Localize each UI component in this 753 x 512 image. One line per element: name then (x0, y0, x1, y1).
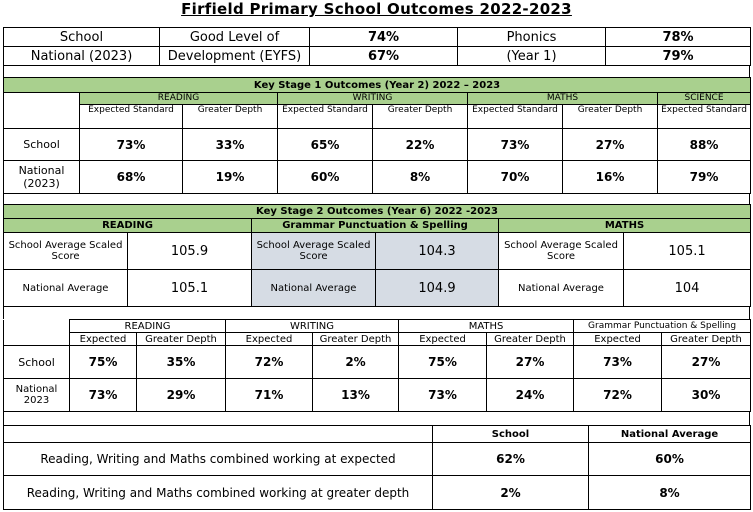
combined-row-label: Reading, Writing and Maths combined working at expected (4, 443, 433, 476)
ks1-col-header: Expected Standard (468, 105, 563, 129)
ks2-cell: 2% (313, 346, 399, 379)
ks1-col-header: Expected Standard (278, 105, 373, 129)
ks2-col-header: Expected (574, 333, 662, 346)
phonics-label-line1: Phonics (458, 28, 606, 47)
combined-school-value: 2% (433, 476, 589, 510)
ks2-maths-national: 104 (624, 270, 751, 307)
ks1-col-header: Expected Standard (658, 105, 751, 129)
ks1-subject-writing: WRITING (278, 93, 468, 105)
ks1-cell: 68% (80, 161, 183, 194)
national-label: National (2023) (4, 47, 160, 66)
ks1-heading: Key Stage 1 Outcomes (Year 2) 2022 – 2023 (4, 78, 751, 93)
phonics-label-line2: (Year 1) (458, 47, 606, 66)
ks2-col-header: Expected (226, 333, 313, 346)
ks1-col-header: Greater Depth (373, 105, 468, 129)
ks2-cell: 30% (662, 379, 751, 412)
ks2-cell: 29% (137, 379, 226, 412)
ks2-col-header: Expected (399, 333, 487, 346)
ks2-subject-gps: Grammar Punctuation & Spelling (574, 320, 751, 333)
ks1-cell: 33% (183, 129, 278, 161)
ks2-col-header: Greater Depth (313, 333, 399, 346)
ks2-cell: 27% (487, 346, 574, 379)
phonics-school-value: 78% (606, 28, 751, 47)
ks1-subject-maths: MATHS (468, 93, 658, 105)
ks2-col-header: Greater Depth (662, 333, 751, 346)
ks1-cell: 70% (468, 161, 563, 194)
ks2-row-label: School (4, 346, 70, 379)
ks1-table (3, 77, 751, 194)
eyfs-phonics-table (3, 27, 751, 66)
ks2-school-avg-label: School Average Scaled Score (4, 233, 128, 270)
ks2-school-avg-label: School Average Scaled Score (252, 233, 376, 270)
ks1-cell: 19% (183, 161, 278, 194)
ks2-subject-writing: WRITING (226, 320, 399, 333)
spacer-row (3, 306, 750, 319)
ks2-reading-national: 105.1 (128, 270, 252, 307)
combined-table (3, 425, 751, 510)
ks2-col-header: Expected (70, 333, 137, 346)
ks2-cell: 72% (226, 346, 313, 379)
ks2-row-label: National 2023 (4, 379, 70, 412)
ks2-cell: 73% (70, 379, 137, 412)
ks2-reading-school: 105.9 (128, 233, 252, 270)
ks1-cell: 22% (373, 129, 468, 161)
gld-national-value: 67% (310, 47, 458, 66)
ks2-col-header: Greater Depth (487, 333, 574, 346)
ks2-cell: 73% (574, 346, 662, 379)
combined-school-value: 62% (433, 443, 589, 476)
ks2-subject-reading: READING (70, 320, 226, 333)
gld-label-line2: Development (EYFS) (160, 47, 310, 66)
ks1-col-header: Greater Depth (563, 105, 658, 129)
ks2-gps-national: 104.9 (376, 270, 499, 307)
combined-national-value: 60% (589, 443, 751, 476)
ks2-cell: 73% (399, 379, 487, 412)
ks2-national-avg-label: National Average (4, 270, 128, 307)
combined-national-header: National Average (589, 426, 751, 443)
ks1-col-header: Expected Standard (80, 105, 183, 129)
ks1-cell: 27% (563, 129, 658, 161)
gld-school-value: 74% (310, 28, 458, 47)
page-title: Firfield Primary School Outcomes 2022-2023 (181, 0, 572, 18)
ks2-subject-maths: MATHS (399, 320, 574, 333)
spacer-row (3, 412, 750, 425)
ks1-cell: 79% (658, 161, 751, 194)
ks2-school-avg-label: School Average Scaled Score (499, 233, 624, 270)
ks2-cell: 35% (137, 346, 226, 379)
ks2-attainment-table (3, 319, 751, 412)
ks1-cell: 88% (658, 129, 751, 161)
spacer-row (3, 66, 750, 77)
ks2-reading-title: READING (4, 219, 252, 233)
ks1-subject-science: SCIENCE (658, 93, 751, 105)
ks1-cell: 65% (278, 129, 373, 161)
ks2-maths-title: MATHS (499, 219, 751, 233)
ks1-cell: 73% (80, 129, 183, 161)
ks2-scaled-table (3, 204, 751, 307)
ks1-cell: 73% (468, 129, 563, 161)
ks2-col-header: Greater Depth (137, 333, 226, 346)
spacer-row (3, 193, 750, 204)
ks2-cell: 75% (399, 346, 487, 379)
ks1-row-label: National (2023) (4, 161, 80, 194)
ks1-col-header: Greater Depth (183, 105, 278, 129)
combined-school-header: School (433, 426, 589, 443)
ks2-cell: 72% (574, 379, 662, 412)
ks2-national-avg-label: National Average (499, 270, 624, 307)
school-label: School (4, 28, 160, 47)
ks2-gps-title: Grammar Punctuation & Spelling (252, 219, 499, 233)
combined-national-value: 8% (589, 476, 751, 510)
ks1-subject-reading: READING (80, 93, 278, 105)
ks1-cell: 8% (373, 161, 468, 194)
ks2-cell: 24% (487, 379, 574, 412)
ks2-national-avg-label: National Average (252, 270, 376, 307)
combined-row-label: Reading, Writing and Maths combined working at greater depth (4, 476, 433, 510)
ks1-row-label: School (4, 129, 80, 161)
ks2-maths-school: 105.1 (624, 233, 751, 270)
ks1-cell: 16% (563, 161, 658, 194)
ks2-cell: 27% (662, 346, 751, 379)
ks2-cell: 75% (70, 346, 137, 379)
ks1-cell: 60% (278, 161, 373, 194)
phonics-national-value: 79% (606, 47, 751, 66)
ks2-cell: 71% (226, 379, 313, 412)
gld-label-line1: Good Level of (160, 28, 310, 47)
ks2-heading: Key Stage 2 Outcomes (Year 6) 2022 -2023 (4, 205, 751, 219)
ks2-cell: 13% (313, 379, 399, 412)
ks2-gps-school: 104.3 (376, 233, 499, 270)
